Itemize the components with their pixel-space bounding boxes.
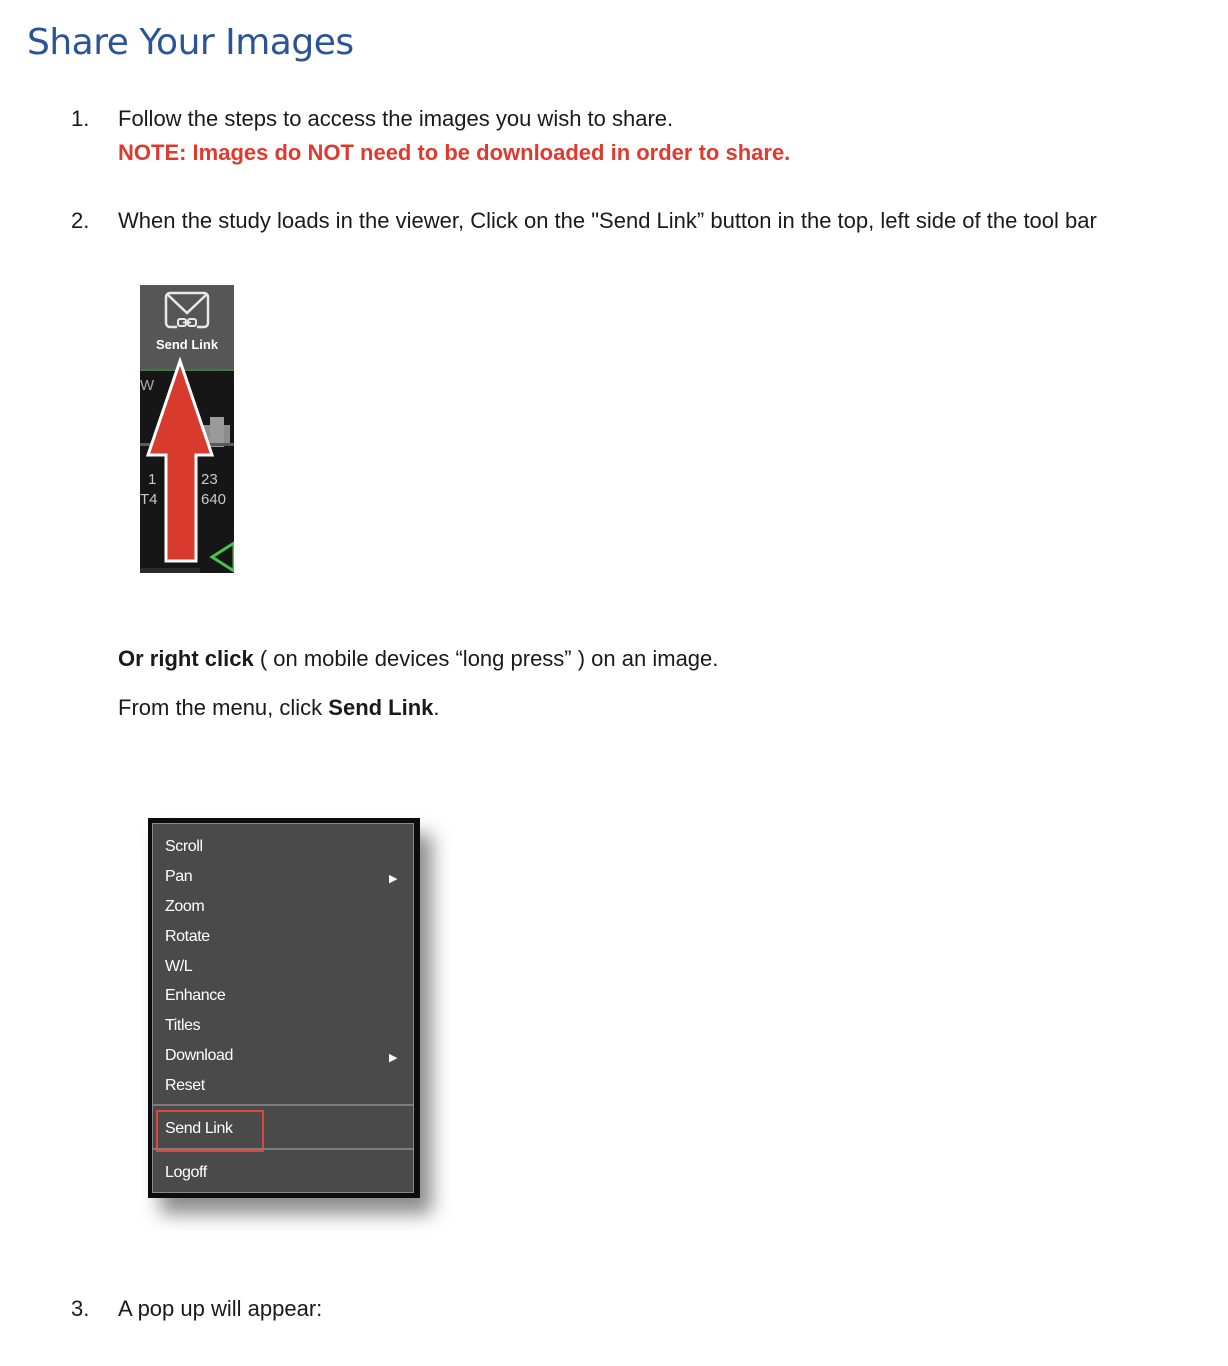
page-title: Share Your Images xyxy=(27,22,354,63)
menu-separator-1 xyxy=(153,1104,413,1106)
menu-item-logoff[interactable]: Logoff xyxy=(165,1164,207,1181)
from-menu-instruction xyxy=(118,695,440,721)
step-1-number: 1. xyxy=(71,106,90,131)
context-menu xyxy=(148,818,420,1198)
download-submenu-arrow-icon: ▶ xyxy=(389,1052,398,1064)
send-link-highlight xyxy=(156,1110,264,1152)
from-menu-bold: Send Link xyxy=(328,695,434,720)
toolbar-screenshot xyxy=(140,285,234,573)
menu-separator-2 xyxy=(153,1148,413,1150)
fragment-640: 640 xyxy=(201,491,227,508)
fragment-23: 23 xyxy=(201,471,218,488)
menu-item-send-link[interactable]: Send Link xyxy=(165,1120,233,1137)
alt-instruction xyxy=(118,646,718,672)
context-menu-panel xyxy=(152,823,414,1193)
step-1-note: NOTE: Images do NOT need to be downloaded in order to share. xyxy=(118,140,791,165)
alt-bold: Or right click xyxy=(118,646,254,671)
menu-item-titles[interactable]: Titles xyxy=(165,1017,201,1034)
menu-item-wl[interactable]: W/L xyxy=(165,958,193,975)
menu-item-enhance[interactable]: Enhance xyxy=(165,987,226,1004)
from-menu-prefix: From the menu, click xyxy=(118,695,329,720)
from-menu-suffix: . xyxy=(433,695,440,720)
step-2-number: 2. xyxy=(71,208,90,233)
menu-item-zoom[interactable]: Zoom xyxy=(165,898,205,915)
menu-item-pan[interactable]: Pan xyxy=(165,868,193,885)
fragment-t4: T4 xyxy=(140,491,158,508)
fragment-w: W xyxy=(140,377,155,394)
fragment-1: 1 xyxy=(148,471,157,488)
red-arrow-up-icon xyxy=(140,285,234,573)
step-3-text: A pop up will appear: xyxy=(118,1296,323,1321)
pan-submenu-arrow-icon: ▶ xyxy=(389,873,398,885)
step-2-text: When the study loads in the viewer, Click on the "Send Link” button in the top, left side of the tool bar xyxy=(118,208,1097,233)
step-1-text: Follow the steps to access the images you wish to share. xyxy=(118,106,674,131)
menu-item-scroll[interactable]: Scroll xyxy=(165,838,203,855)
step-3-number: 3. xyxy=(71,1296,90,1321)
menu-item-rotate[interactable]: Rotate xyxy=(165,928,210,945)
alt-rest: ( on mobile devices “long press” ) on an image. xyxy=(253,646,719,671)
send-link-label: Send Link xyxy=(155,337,219,352)
context-menu-screenshot xyxy=(148,818,420,1198)
menu-item-download[interactable]: Download xyxy=(165,1047,233,1064)
menu-item-reset[interactable]: Reset xyxy=(165,1077,205,1094)
